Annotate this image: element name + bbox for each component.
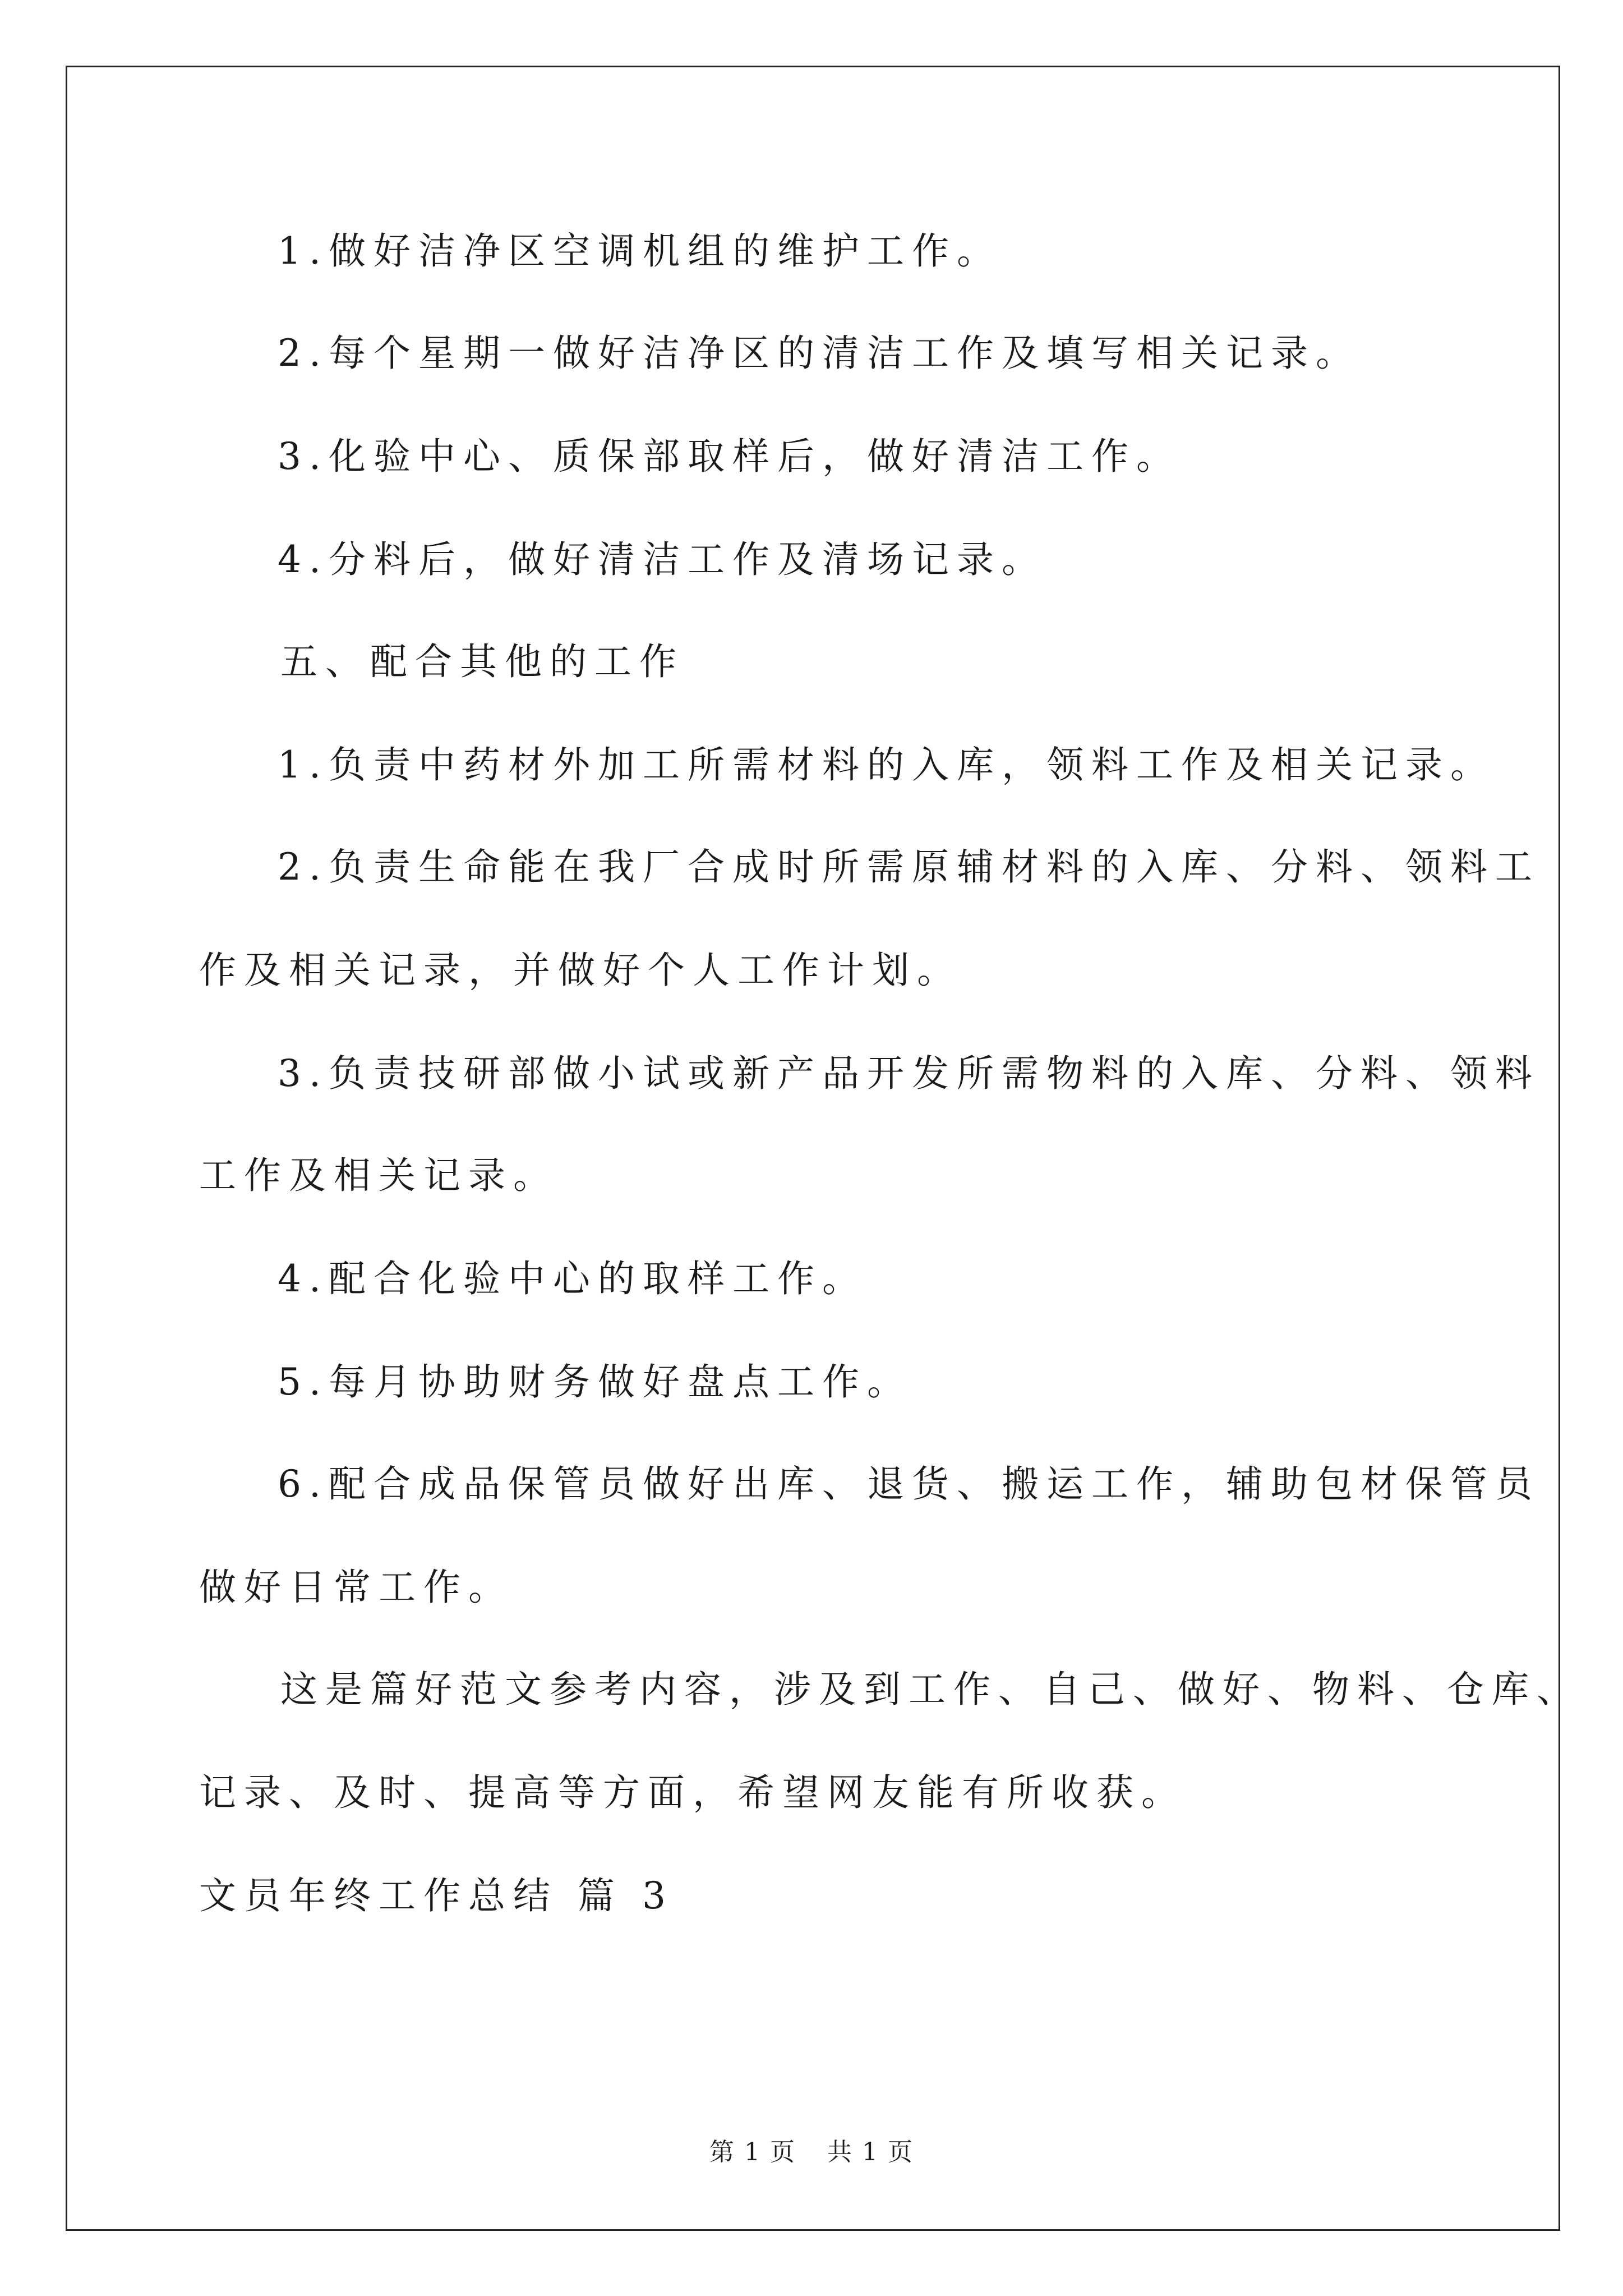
list-item: 4.分料后，做好清洁工作及清场记录。 xyxy=(278,538,1046,581)
list-item: 2.负责生命能在我厂合成时所需原辅材料的入库、分料、领料工 xyxy=(278,845,1540,889)
closing-paragraph: 这是篇好范文参考内容，涉及到工作、自己、做好、物料、仓库、 xyxy=(280,1668,1581,1711)
section-heading: 五、配合其他的工作 xyxy=(280,640,684,683)
next-section-title: 文员年终工作总结 篇 3 xyxy=(199,1874,674,1917)
list-item: 5.每月协助财务做好盘点工作。 xyxy=(278,1360,912,1404)
list-item-continuation: 做好日常工作。 xyxy=(199,1566,513,1609)
list-item: 1.负责中药材外加工所需材料的入库，领料工作及相关记录。 xyxy=(278,743,1495,786)
page-number: 第 1 页 xyxy=(709,2138,796,2166)
list-item: 2.每个星期一做好洁净区的清洁工作及填写相关记录。 xyxy=(278,332,1361,375)
list-item-continuation: 作及相关记录，并做好个人工作计划。 xyxy=(199,949,962,992)
list-item: 4.配合化验中心的取样工作。 xyxy=(278,1257,867,1300)
list-item-continuation: 工作及相关记录。 xyxy=(199,1154,558,1197)
page-total: 共 1 页 xyxy=(827,2138,914,2166)
closing-paragraph-continuation: 记录、及时、提高等方面，希望网友能有所收获。 xyxy=(199,1771,1186,1814)
list-item: 3.化验中心、质保部取样后，做好清洁工作。 xyxy=(278,435,1181,478)
list-item: 6.配合成品保管员做好出库、退货、搬运工作，辅助包材保管员 xyxy=(278,1462,1540,1506)
page-footer xyxy=(0,2132,1623,2168)
list-item: 3.负责技研部做小试或新产品开发所需物料的入库、分料、领料 xyxy=(278,1052,1540,1095)
list-item: 1.做好洁净区空调机组的维护工作。 xyxy=(278,229,1002,273)
